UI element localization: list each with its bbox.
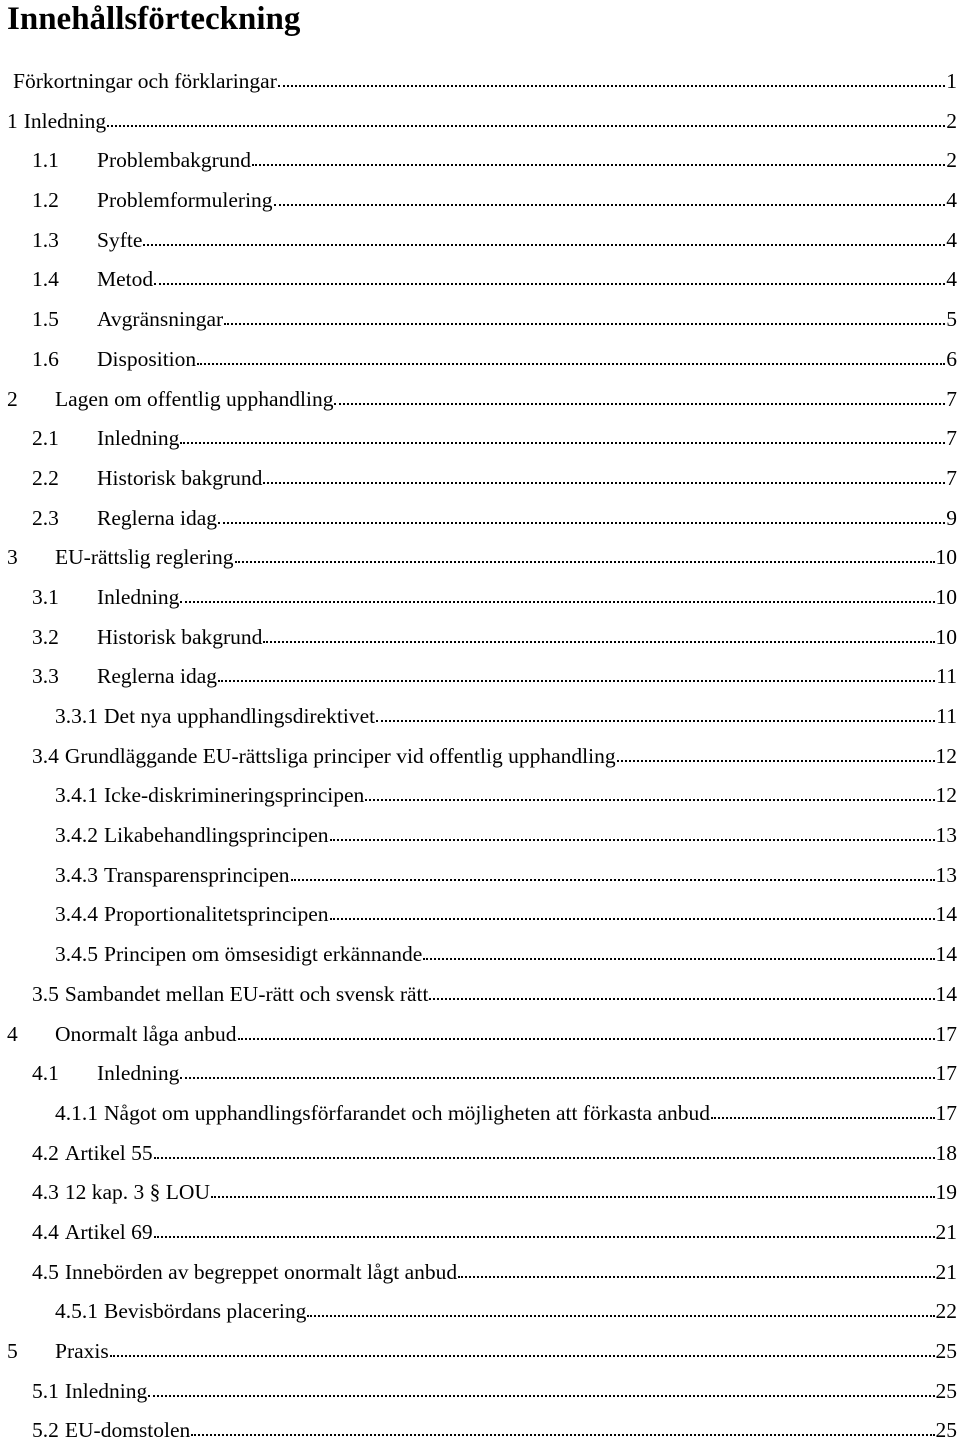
toc-entry-title[interactable]: Disposition: [97, 340, 196, 380]
toc-entry[interactable]: [0, 1411, 960, 1451]
toc-entry-page-number[interactable]: 7: [946, 459, 960, 499]
toc-entry-page-number[interactable]: 17: [936, 1015, 960, 1055]
toc-entry[interactable]: [0, 975, 960, 1015]
toc-entry-number: 3.3: [0, 657, 97, 697]
toc-entry-title[interactable]: Inledning: [24, 102, 106, 142]
toc-entry[interactable]: [0, 1372, 960, 1412]
toc-entry[interactable]: [0, 856, 960, 896]
toc-entry-number: 4.1: [0, 1054, 97, 1094]
toc-entry[interactable]: [0, 578, 960, 618]
toc-entry-number: 1.1: [0, 141, 97, 181]
dot-leader: [218, 679, 935, 682]
dot-leader: [197, 362, 945, 365]
toc-entry-title[interactable]: Inledning: [97, 419, 179, 459]
toc-entry-title[interactable]: Innebörden av begreppet onormalt lågt anbud: [65, 1253, 457, 1293]
toc-entry-title[interactable]: 12 kap. 3 § LOU: [65, 1173, 210, 1213]
toc-entry-number: 3.1: [0, 578, 97, 618]
toc-entry-number: 2.1: [0, 419, 97, 459]
toc-entry-page-number[interactable]: 11: [936, 657, 960, 697]
toc-entry-title[interactable]: Reglerna idag: [97, 657, 217, 697]
toc-entry[interactable]: [0, 221, 960, 261]
toc-entry-page-number[interactable]: 10: [936, 578, 960, 618]
dot-leader: [148, 1394, 934, 1397]
dot-leader: [291, 878, 935, 881]
dot-leader: [252, 163, 945, 166]
dot-leader: [429, 997, 934, 1000]
toc-entry-number: 3: [0, 538, 55, 578]
toc-entry[interactable]: [0, 1253, 960, 1293]
toc-entry[interactable]: [0, 380, 960, 420]
toc-entry[interactable]: [0, 62, 960, 102]
toc-entry-number: 4.5.1: [0, 1292, 98, 1332]
toc-entry[interactable]: [0, 816, 960, 856]
toc-entry-number: 3.5: [0, 975, 59, 1015]
toc-entry-title[interactable]: Lagen om offentlig upphandling: [55, 380, 333, 420]
dot-leader: [330, 838, 935, 841]
dot-leader: [711, 1116, 934, 1119]
toc-entry-title[interactable]: Transparensprincipen: [104, 856, 290, 896]
toc-entry-page-number[interactable]: 25: [936, 1332, 960, 1372]
dot-leader: [154, 1235, 935, 1238]
dot-leader: [211, 1195, 935, 1198]
toc-entry-number: 3.4.3: [0, 856, 98, 896]
toc-entry-page-number[interactable]: 18: [936, 1134, 960, 1174]
toc-entry-page-number[interactable]: 4: [946, 260, 960, 300]
dot-leader: [263, 640, 934, 643]
toc-entry-number: 1.4: [0, 260, 97, 300]
toc-entry-number: 4.1.1: [0, 1094, 98, 1134]
toc-entry-title[interactable]: Förkortningar och förklaringar: [13, 62, 277, 102]
toc-entry-title[interactable]: Metod: [97, 260, 153, 300]
toc-entry-page-number[interactable]: 5: [946, 300, 960, 340]
toc-entry-page-number[interactable]: 11: [936, 697, 960, 737]
toc-entry-title[interactable]: EU-domstolen: [65, 1411, 190, 1451]
toc-entry-number: 5.1: [0, 1372, 59, 1412]
dot-leader: [235, 560, 935, 563]
toc-entry-title[interactable]: Bevisbördans placering: [104, 1292, 306, 1332]
dot-leader: [191, 1433, 934, 1436]
toc-entry-page-number[interactable]: 4: [946, 221, 960, 261]
toc-entry[interactable]: [0, 935, 960, 975]
toc-entry-page-number[interactable]: 2: [946, 102, 960, 142]
toc-entry-page-number[interactable]: 17: [936, 1094, 960, 1134]
toc-entry[interactable]: [0, 1015, 960, 1055]
toc-list: [0, 62, 960, 1451]
dot-leader: [274, 203, 946, 206]
toc-entry-number: 1.5: [0, 300, 97, 340]
toc-entry-number: 1.3: [0, 221, 97, 261]
dot-leader: [278, 84, 945, 87]
dot-leader: [180, 600, 934, 603]
toc-entry[interactable]: [0, 737, 960, 777]
toc-entry[interactable]: [0, 181, 960, 221]
toc-entry[interactable]: [0, 1332, 960, 1372]
toc-entry-number: 1: [0, 102, 18, 142]
dot-leader: [154, 282, 945, 285]
toc-entry-page-number[interactable]: 14: [936, 975, 960, 1015]
toc-entry-page-number[interactable]: 1: [946, 62, 960, 102]
toc-entry-page-number[interactable]: 17: [936, 1054, 960, 1094]
toc-entry[interactable]: [0, 1213, 960, 1253]
dot-leader: [617, 759, 935, 762]
dot-leader: [263, 481, 945, 484]
toc-entry-title[interactable]: Något om upphandlingsförfarandet och möjligheten att förkasta anbud: [104, 1094, 710, 1134]
toc-entry-page-number[interactable]: 7: [946, 419, 960, 459]
toc-entry-title[interactable]: Artikel 69: [65, 1213, 153, 1253]
toc-entry[interactable]: [0, 776, 960, 816]
dot-leader: [334, 402, 945, 405]
toc-entry-number: 2: [0, 380, 55, 420]
toc-entry[interactable]: [0, 419, 960, 459]
toc-entry-number: 3.4.5: [0, 935, 98, 975]
toc-entry-page-number[interactable]: 6: [946, 340, 960, 380]
dot-leader: [224, 322, 945, 325]
toc-entry-page-number[interactable]: 10: [936, 618, 960, 658]
toc-entry-title[interactable]: Principen om ömsesidigt erkännande: [104, 935, 422, 975]
toc-entry-page-number[interactable]: 21: [936, 1213, 960, 1253]
toc-entry-title[interactable]: Inledning: [97, 1054, 179, 1094]
toc-entry[interactable]: [0, 1134, 960, 1174]
toc-entry-title[interactable]: Likabehandlingsprincipen: [104, 816, 329, 856]
dot-leader: [365, 798, 934, 801]
toc-entry-page-number[interactable]: 13: [936, 856, 960, 896]
toc-entry[interactable]: [0, 141, 960, 181]
toc-entry-title[interactable]: Grundläggande EU-rättsliga principer vid offentlig upphandling: [65, 737, 616, 777]
toc-entry[interactable]: [0, 260, 960, 300]
toc-entry[interactable]: [0, 1054, 960, 1094]
toc-entry-title[interactable]: Icke-diskrimineringsprincipen: [104, 776, 364, 816]
toc-entry-number: 3.4.4: [0, 895, 98, 935]
toc-entry-title[interactable]: Syfte: [97, 221, 142, 261]
toc-entry-title[interactable]: Proportionalitetsprincipen: [104, 895, 329, 935]
toc-entry[interactable]: [0, 1292, 960, 1332]
toc-entry-page-number[interactable]: 14: [936, 895, 960, 935]
dot-leader: [218, 521, 945, 524]
toc-entry-title[interactable]: Problembakgrund: [97, 141, 251, 181]
toc-entry[interactable]: [0, 300, 960, 340]
toc-entry-number: 4.2: [0, 1134, 59, 1174]
dot-leader: [180, 441, 945, 444]
toc-entry[interactable]: [0, 697, 960, 737]
dot-leader: [423, 957, 934, 960]
toc-entry-title[interactable]: Avgränsningar: [97, 300, 223, 340]
toc-entry-page-number[interactable]: 14: [936, 935, 960, 975]
toc-entry-number: 3.4.1: [0, 776, 98, 816]
dot-leader: [107, 124, 945, 127]
page-title: Innehållsförteckning: [7, 0, 300, 38]
toc-entry-number: 4.5: [0, 1253, 59, 1293]
toc-entry-page-number[interactable]: 19: [936, 1173, 960, 1213]
toc-entry-number: 5: [0, 1332, 55, 1372]
toc-entry-number: 3.4.2: [0, 816, 98, 856]
toc-entry-number: 3.2: [0, 618, 97, 658]
dot-leader: [330, 917, 935, 920]
toc-entry-page-number[interactable]: 12: [936, 737, 960, 777]
toc-entry[interactable]: [0, 340, 960, 380]
toc-entry-number: 3.4: [0, 737, 59, 777]
toc-entry-number: 1.2: [0, 181, 97, 221]
toc-entry-title[interactable]: Sambandet mellan EU-rätt och svensk rätt: [65, 975, 429, 1015]
dot-leader: [110, 1354, 935, 1357]
dot-leader: [458, 1275, 934, 1278]
toc-entry-number: 4.4: [0, 1213, 59, 1253]
toc-entry-number: 2.3: [0, 499, 97, 539]
toc-entry-page-number[interactable]: 22: [936, 1292, 960, 1332]
toc-entry-page-number[interactable]: 9: [946, 499, 960, 539]
toc-entry-title[interactable]: Reglerna idag: [97, 499, 217, 539]
toc-entry-title[interactable]: Praxis: [55, 1332, 109, 1372]
toc-entry-page-number[interactable]: 12: [936, 776, 960, 816]
toc-entry-number: 1.6: [0, 340, 97, 380]
toc-entry-title[interactable]: EU-rättslig reglering: [55, 538, 234, 578]
dot-leader: [307, 1314, 934, 1317]
toc-entry-title[interactable]: Onormalt låga anbud: [55, 1015, 237, 1055]
toc-entry-title[interactable]: Historisk bakgrund: [97, 459, 262, 499]
dot-leader: [143, 243, 945, 246]
toc-entry[interactable]: [0, 102, 960, 142]
toc-entry[interactable]: [0, 499, 960, 539]
dot-leader: [238, 1037, 935, 1040]
toc-entry[interactable]: [0, 1094, 960, 1134]
toc-entry-page-number[interactable]: 4: [946, 181, 960, 221]
toc-entry-page-number[interactable]: 21: [936, 1253, 960, 1293]
toc-entry[interactable]: [0, 657, 960, 697]
toc-entry-title[interactable]: Inledning: [97, 578, 179, 618]
toc-entry-number: 2.2: [0, 459, 97, 499]
toc-entry-number: 4: [0, 1015, 55, 1055]
toc-entry[interactable]: [0, 1173, 960, 1213]
toc-entry[interactable]: [0, 538, 960, 578]
dot-leader: [154, 1156, 935, 1159]
toc-entry[interactable]: [0, 459, 960, 499]
toc-entry-title[interactable]: Det nya upphandlingsdirektivet: [104, 697, 375, 737]
toc-entry-page-number[interactable]: 7: [946, 380, 960, 420]
toc-entry-page-number[interactable]: 25: [936, 1411, 960, 1451]
toc-entry-page-number[interactable]: 13: [936, 816, 960, 856]
toc-entry[interactable]: [0, 618, 960, 658]
toc-entry-page-number[interactable]: 25: [936, 1372, 960, 1412]
dot-leader: [376, 719, 935, 722]
toc-entry-title[interactable]: Historisk bakgrund: [97, 618, 262, 658]
toc-entry-title[interactable]: Problemformulering: [97, 181, 273, 221]
toc-entry-number: 4.3: [0, 1173, 59, 1213]
toc-entry-page-number[interactable]: 10: [936, 538, 960, 578]
dot-leader: [180, 1076, 934, 1079]
toc-entry-title[interactable]: Inledning: [65, 1372, 147, 1412]
toc-entry[interactable]: [0, 895, 960, 935]
toc-entry-number: 5.2: [0, 1411, 59, 1451]
toc-entry-title[interactable]: Artikel 55: [65, 1134, 153, 1174]
toc-entry-number: 3.3.1: [0, 697, 98, 737]
toc-entry-page-number[interactable]: 2: [946, 141, 960, 181]
